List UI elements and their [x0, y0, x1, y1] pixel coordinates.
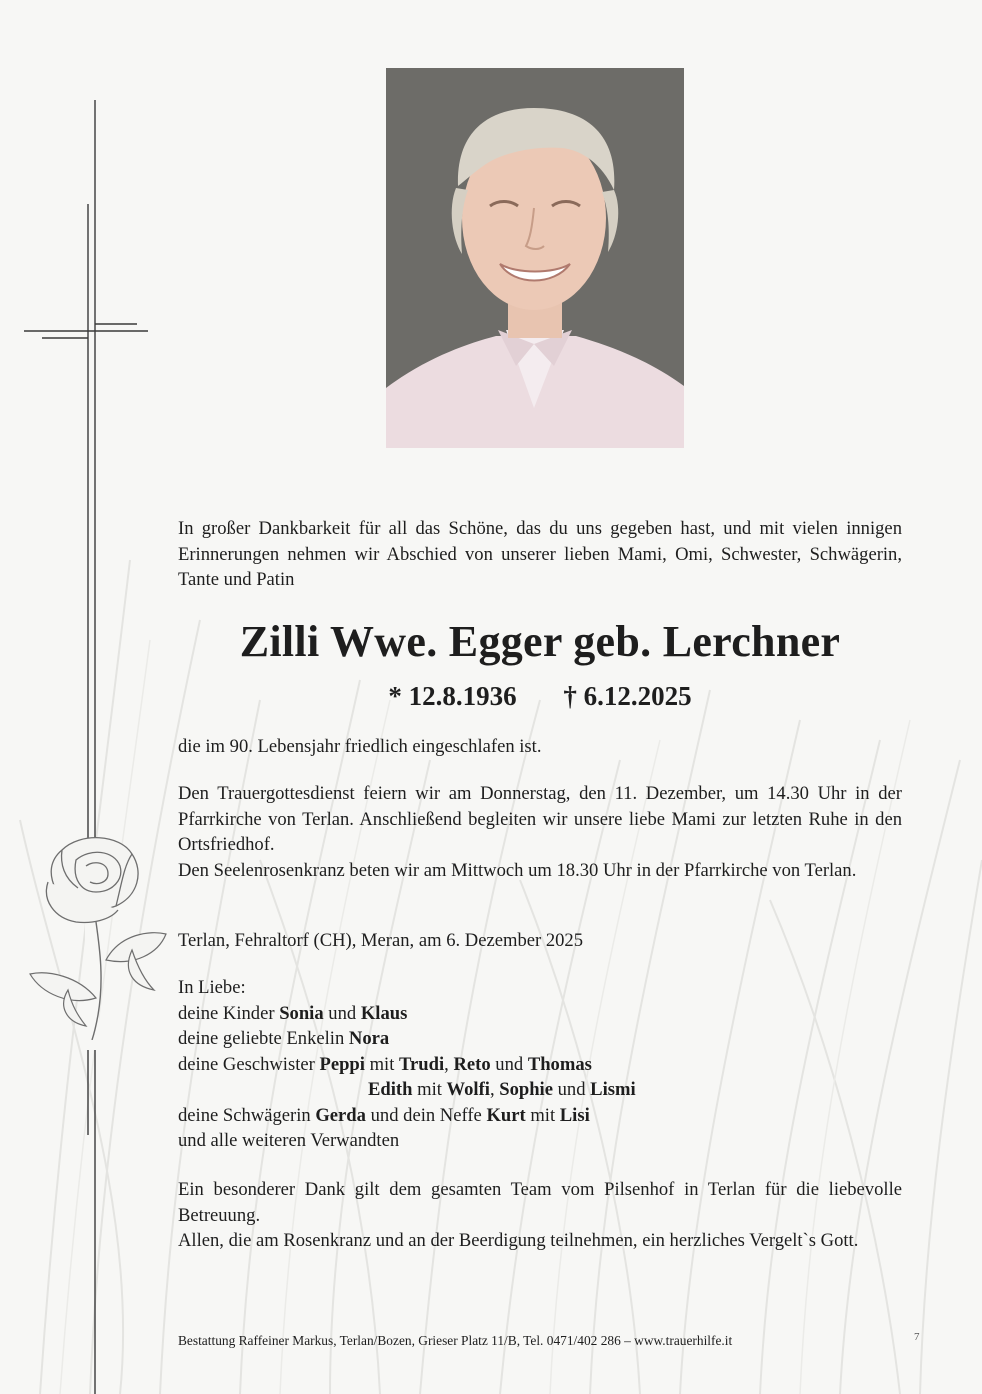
death-date: † 6.12.2025	[563, 681, 692, 711]
cross-icon	[0, 0, 200, 1394]
birth-date: * 12.8.1936	[388, 681, 517, 711]
rosary-text: Den Seelenrosenkranz beten wir am Mittwoch um 18.30 Uhr in der Pfarrkirche von Terlan.	[178, 860, 857, 881]
age-text: die im 90. Lebensjahr friedlich eingeschlafen ist.	[178, 736, 542, 757]
life-dates	[178, 678, 902, 714]
family-children: deine Kinder Sonia und Klaus	[178, 1002, 408, 1024]
family-siblings: deine Geschwister Peppi mit Trudi, Reto und Thomas	[178, 1053, 592, 1075]
intro-text: In großer Dankbarkeit für all das Schöne, das du uns gegeben hast, und mit vielen innigen Erinnerungen nehmen wir Abschied von unserer lieben Mami, Omi, Schwester, Schwägerin, Tante und Patin	[178, 518, 902, 590]
family-inlaw: deine Schwägerin Gerda und dein Neffe Kurt mit Lisi	[178, 1104, 590, 1126]
place-date: Terlan, Fehraltorf (CH), Meran, am 6. Dezember 2025	[178, 930, 584, 951]
footer-text: Bestattung Raffeiner Markus, Terlan/Bozen, Grieser Platz 11/B, Tel. 0471/402 286 – www.trauerhilfe.it	[178, 1333, 733, 1348]
family-list	[178, 975, 902, 1154]
family-siblings-cont: Edith mit Wolfi, Sophie und Lismi	[368, 1079, 636, 1100]
family-greeting: In Liebe:	[178, 977, 246, 998]
family-others: und alle weiteren Verwandten	[178, 1130, 400, 1151]
portrait-photo	[386, 68, 684, 448]
thanks-text: Ein besonderer Dank gilt dem gesamten Team vom Pilsenhof in Terlan für die liebevolle Betreuung.	[178, 1179, 902, 1226]
service-text: Den Trauergottesdienst feiern wir am Donnerstag, den 11. Dezember, um 14.30 Uhr in der Pfarrkirche von Terlan. Anschließend begleiten wir unsere liebe Mami zur letzten Ruhe in den Ortsfriedhof.	[178, 783, 902, 855]
family-grandchild: deine geliebte Enkelin Nora	[178, 1028, 390, 1049]
rose-icon	[20, 830, 180, 1040]
closing-text: Allen, die am Rosenkranz und an der Beerdigung teilnehmen, ein herzliches Vergelt`s Gott.	[178, 1230, 859, 1251]
deceased-name: Zilli Wwe. Egger geb. Lerchner	[239, 617, 841, 666]
page-number: 7	[914, 1331, 920, 1343]
